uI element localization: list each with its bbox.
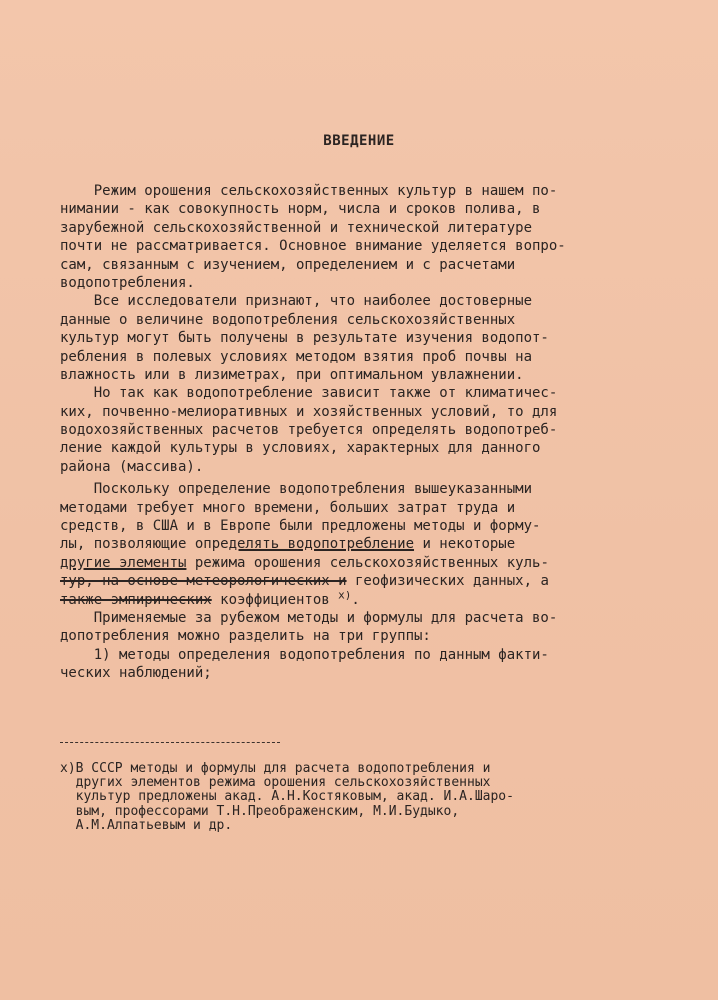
text-fragment: коэффициентов [211, 591, 339, 608]
text-line: ческих наблюдений; [60, 665, 212, 682]
text-fragment: . [351, 591, 360, 608]
footnote-line: вым, профессорами Т.Н.Преображенским, М.И.Будыко, [60, 804, 460, 819]
footnote-line: х)В СССР методы и формулы для расчета водопотребления и [60, 762, 491, 776]
footnote-separator [60, 742, 280, 743]
underlined-text: другие элементы [60, 554, 187, 571]
text-line: водохозяйственных расчетов требуется определять водопотреб- [60, 422, 558, 439]
paragraph-6 [60, 646, 680, 683]
footnote-line: А.М.Алпатьевым и др. [60, 818, 233, 833]
text-line: Все исследователи признают, что наиболее достоверные [60, 293, 533, 310]
struck-text: тур, на основе метеорологических и [60, 573, 347, 590]
main-text [60, 182, 680, 683]
text-line: Режим орошения сельскохозяйственных культур в нашем по- [60, 183, 558, 199]
text-fragment: режима орошения сельскохозяйственных куль- [186, 554, 549, 571]
footnote [60, 762, 680, 833]
text-line: влажность или в лизиметрах, при оптимальном увлажнении. [60, 366, 524, 383]
footnote-line: культур предложены акад. А.Н.Костяковым, акад. И.А.Шаро- [60, 790, 514, 805]
underlined-text: делять водопотребление [228, 536, 415, 553]
text-line: почти не рассматривается. Основное внимание уделяется вопро- [60, 238, 566, 255]
text-fragment: геофизических данных, а [346, 573, 549, 590]
text-line: методами требует много времени, больших затрат труда и [60, 499, 516, 516]
text-line: района (массива). [60, 458, 204, 475]
text-line [60, 554, 680, 572]
text-line [60, 535, 680, 553]
paragraph-4 [60, 480, 680, 609]
text-line: 1) методы определения водопотребления по данным факти- [60, 646, 549, 663]
text-line: ление каждой культуры в условиях, характерных для данного [60, 440, 541, 457]
paragraph-1 [60, 182, 680, 292]
text-line: нимании - как совокупность норм, числа и сроков полива, в [60, 201, 541, 218]
paragraph-3 [60, 384, 680, 476]
text-line: Но так как водопотребление зависит также от климатичес- [60, 385, 558, 402]
paragraph-5 [60, 609, 680, 646]
text-line: зарубежной сельскохозяйственной и технической литературе [60, 219, 533, 236]
text-line: ребления в полевых условиях методом взятия проб почвы на [60, 348, 533, 365]
paragraph-2 [60, 292, 680, 384]
text-line: сам, связанным с изучением, определением и с расчетами [60, 256, 516, 273]
text-line: ких, почвенно-мелиоративных и хозяйственных условий, то для [60, 403, 558, 420]
page-title: ВВЕДЕНИЕ [323, 133, 395, 149]
text-line [60, 591, 680, 609]
text-line [60, 572, 680, 590]
text-fragment: и некоторые [414, 536, 516, 553]
text-line: данные о величине водопотребления сельскохозяйственных [60, 311, 516, 328]
text-line: допотребления можно разделить на три группы: [60, 628, 431, 645]
footnote-line: других элементов режима орошения сельскохозяйственных [60, 776, 491, 791]
text-line: Применяемые за рубежом методы и формулы для расчета во- [60, 609, 558, 626]
text-line: водопотребления. [60, 274, 195, 291]
text-line: средств, в США и в Европе были предложены методы и форму- [60, 518, 541, 535]
struck-text: также эмпирических [60, 591, 212, 608]
footnote-marker: х) [338, 590, 352, 601]
text-line: культур могут быть получены в результате изучения водопот- [60, 330, 549, 347]
text-fragment: лы, позволяющие опре [60, 536, 229, 553]
text-line: Поскольку определение водопотребления вышеуказанными [60, 481, 533, 498]
